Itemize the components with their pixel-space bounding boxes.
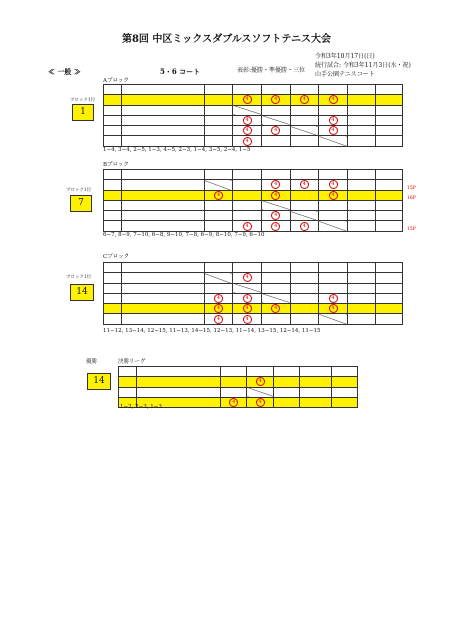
diagonal-cell [261, 115, 290, 125]
table-row [104, 273, 403, 283]
header-cell [331, 367, 357, 377]
row-number [104, 304, 122, 314]
diagonal-cell [204, 180, 233, 190]
header-cell [104, 263, 122, 273]
score-cell [261, 105, 290, 115]
row-number [104, 105, 122, 115]
rank [376, 136, 403, 146]
score-cell [319, 200, 348, 210]
header-cell [319, 170, 348, 180]
rank [376, 211, 403, 221]
row-number [104, 221, 122, 231]
row-number [104, 180, 122, 190]
score-cell [204, 283, 233, 293]
table-row [104, 211, 403, 221]
header-cell [104, 170, 122, 180]
block-b-side-label: ブロック1位 [66, 188, 92, 193]
rank [376, 126, 403, 136]
final-table [118, 366, 358, 408]
block-b-table [103, 169, 403, 232]
rank [376, 190, 403, 200]
win-loss [300, 387, 332, 397]
header-cell [319, 263, 348, 273]
court-label: 5・6 コート [160, 67, 201, 76]
header-cell [233, 170, 262, 180]
pair-name [122, 136, 205, 146]
score-cell: 4 [204, 190, 233, 200]
header-cell [204, 263, 233, 273]
block-c-side-label: ブロック1位 [66, 275, 92, 280]
score-cell: 4 [204, 314, 233, 324]
score-cell: 4 [319, 95, 348, 105]
diagonal-cell [221, 377, 247, 387]
score-cell [290, 105, 319, 115]
header-cell [273, 367, 299, 377]
header-cell [104, 85, 122, 95]
header-cell [319, 85, 348, 95]
header-cell [376, 85, 403, 95]
win-loss [300, 377, 332, 387]
rank [331, 387, 357, 397]
win-loss [347, 200, 376, 210]
pair-name [122, 211, 205, 221]
win-loss [347, 273, 376, 283]
final-winner-box: 14 [87, 373, 111, 390]
table-header-row [104, 85, 403, 95]
score-cell [290, 283, 319, 293]
block-a-table [103, 84, 403, 147]
score-cell [290, 190, 319, 200]
table-header-row [104, 263, 403, 273]
pair-name [122, 95, 205, 105]
score-cell [204, 105, 233, 115]
rank [376, 273, 403, 283]
score-cell: 4 [319, 180, 348, 190]
table-row [104, 293, 403, 303]
row-number [104, 211, 122, 221]
row-number [104, 273, 122, 283]
table-header-row [119, 367, 358, 377]
header-cell [233, 263, 262, 273]
header-cell [204, 170, 233, 180]
score-cell [204, 200, 233, 210]
continued-date: 続行試合: 令和3年11月3日(水・祝) [315, 62, 411, 69]
score-cell: 4 [233, 126, 262, 136]
score-cell: 4 [261, 190, 290, 200]
diagonal-cell [319, 221, 348, 231]
score-cell [261, 136, 290, 146]
score-cell [319, 273, 348, 283]
score-cell [319, 105, 348, 115]
table-row [104, 180, 403, 190]
event-meta [315, 52, 425, 79]
score-cell: 4 [233, 95, 262, 105]
header-cell [122, 170, 205, 180]
score-cell [290, 273, 319, 283]
block-b-title: Bブロック [103, 162, 129, 168]
score-cell: 4 [261, 304, 290, 314]
diagonal-cell [233, 283, 262, 293]
header-cell [347, 85, 376, 95]
diagonal-cell [273, 397, 299, 407]
win-loss [347, 314, 376, 324]
category-right-mark: ≫ [73, 67, 81, 76]
final-title: 決勝リーグ [118, 359, 146, 365]
pair-name [122, 200, 205, 210]
score-cell [204, 211, 233, 221]
diagonal-cell [233, 190, 262, 200]
pair-name [122, 105, 205, 115]
score-cell: 4 [290, 180, 319, 190]
score-cell: 4 [319, 115, 348, 125]
header-cell [261, 263, 290, 273]
block-b-winner-box: 7 [70, 195, 92, 212]
pair-name [122, 190, 205, 200]
score-cell: 4 [261, 211, 290, 221]
header-cell [290, 170, 319, 180]
rank [376, 221, 403, 231]
score-cell [233, 180, 262, 190]
score-cell: 4 [233, 293, 262, 303]
pair-name [136, 377, 220, 387]
block-c-table [103, 262, 403, 325]
table-row [104, 105, 403, 115]
score-cell [233, 200, 262, 210]
table-row [104, 95, 403, 105]
category-heading [48, 67, 81, 77]
block-b-note-3: 15P [407, 227, 416, 232]
score-cell: 4 [261, 180, 290, 190]
table-row [104, 221, 403, 231]
pair-name [122, 221, 205, 231]
score-cell [261, 273, 290, 283]
rank [376, 314, 403, 324]
score-cell: 4 [233, 314, 262, 324]
score-cell: 4 [319, 304, 348, 314]
rank [376, 180, 403, 190]
rank [376, 200, 403, 210]
win-loss [347, 136, 376, 146]
header-cell [221, 367, 247, 377]
table-row [104, 126, 403, 136]
row-number [104, 200, 122, 210]
header-cell [233, 85, 262, 95]
rank [376, 293, 403, 303]
rank [376, 304, 403, 314]
row-number [104, 136, 122, 146]
award-legend: 表彰:優勝・準優勝・三位 [237, 67, 306, 74]
score-cell [261, 314, 290, 324]
page-title: 第8回 中区ミックスダブルスソフトテニス大会 [121, 34, 332, 45]
diagonal-cell [261, 293, 290, 303]
venue: 山手公園テニスコート [315, 71, 375, 78]
score-cell [221, 387, 247, 397]
final-side-label: 優勝 [86, 359, 98, 365]
rank [376, 105, 403, 115]
event-date: 令和3年10月17日(日) [315, 53, 375, 60]
diagonal-cell [261, 200, 290, 210]
row-number [119, 377, 137, 387]
score-cell [273, 387, 299, 397]
header-cell [300, 367, 332, 377]
row-number [104, 115, 122, 125]
win-loss [347, 221, 376, 231]
win-loss [347, 211, 376, 221]
row-number [104, 293, 122, 303]
score-cell: 4 [204, 304, 233, 314]
block-c-title: Cブロック [103, 254, 130, 260]
win-loss [347, 304, 376, 314]
table-row [104, 115, 403, 125]
header-cell [122, 85, 205, 95]
header-cell [204, 85, 233, 95]
score-cell: 4 [204, 293, 233, 303]
pair-name [122, 115, 205, 125]
win-loss [347, 190, 376, 200]
rank [331, 377, 357, 387]
win-loss [347, 95, 376, 105]
table-header-row [104, 170, 403, 180]
header-cell [376, 263, 403, 273]
header-cell [136, 367, 220, 377]
table-row [104, 304, 403, 314]
win-loss [347, 126, 376, 136]
header-cell [376, 170, 403, 180]
score-cell: 4 [319, 293, 348, 303]
score-cell [233, 211, 262, 221]
score-cell: 4 [261, 221, 290, 231]
score-cell [290, 136, 319, 146]
row-number [104, 126, 122, 136]
pair-name [122, 180, 205, 190]
block-a-winner-box: 1 [72, 104, 94, 121]
score-cell: 4 [247, 397, 273, 407]
score-cell [204, 115, 233, 125]
score-cell: 4 [290, 95, 319, 105]
table-row [104, 314, 403, 324]
diagonal-cell [247, 387, 273, 397]
score-cell [204, 221, 233, 231]
diagonal-cell [290, 211, 319, 221]
diagonal-cell [319, 136, 348, 146]
pair-name [122, 283, 205, 293]
table-row [104, 190, 403, 200]
score-cell: 4 [221, 397, 247, 407]
score-cell: 4 [261, 126, 290, 136]
table-row [119, 387, 358, 397]
score-cell: 4 [233, 115, 262, 125]
score-cell: 4 [261, 95, 290, 105]
block-a-title: Aブロック [103, 78, 129, 84]
win-loss [300, 397, 332, 407]
score-cell [290, 200, 319, 210]
row-number [104, 314, 122, 324]
rank [376, 115, 403, 125]
block-c-winner-box: 14 [70, 284, 94, 301]
diagonal-cell [290, 126, 319, 136]
row-number [104, 190, 122, 200]
score-cell: 4 [233, 136, 262, 146]
score-cell [319, 283, 348, 293]
table-row [104, 136, 403, 146]
rank [376, 283, 403, 293]
row-number [104, 283, 122, 293]
score-cell: 4 [233, 273, 262, 283]
win-loss [347, 180, 376, 190]
score-cell [204, 136, 233, 146]
score-cell: 4 [290, 221, 319, 231]
score-cell: 4 [247, 377, 273, 387]
table-row [104, 283, 403, 293]
pair-name [122, 314, 205, 324]
diagonal-cell [290, 304, 319, 314]
score-cell [319, 211, 348, 221]
header-cell [347, 170, 376, 180]
row-number [119, 387, 137, 397]
rank [331, 397, 357, 407]
header-cell [261, 85, 290, 95]
pair-name [136, 387, 220, 397]
header-cell [347, 263, 376, 273]
pair-name [122, 304, 205, 314]
diagonal-cell [204, 95, 233, 105]
score-cell [290, 115, 319, 125]
win-loss [347, 283, 376, 293]
score-cell [261, 283, 290, 293]
header-cell [119, 367, 137, 377]
category-label: 一般 [57, 67, 72, 76]
block-b-order: 6−7, 8−9, 7−10, 6−8, 9−10, 7−8, 6−9, 8−10, 7−9, 6−10 [103, 232, 265, 238]
pair-name [122, 126, 205, 136]
diagonal-cell [233, 105, 262, 115]
row-number [104, 95, 122, 105]
diagonal-cell [319, 314, 348, 324]
score-cell: 4 [233, 221, 262, 231]
block-b-note-1: 15P [407, 186, 416, 191]
block-b-note-2: 16P [407, 196, 416, 201]
score-cell [290, 293, 319, 303]
header-cell [247, 367, 273, 377]
score-cell: 4 [319, 190, 348, 200]
block-c-order: 11−12, 13−14, 12−15, 11−13, 14−15, 12−13, 11−14, 13−15, 12−14, 11−15 [103, 328, 321, 334]
win-loss [347, 293, 376, 303]
win-loss [347, 105, 376, 115]
pair-name [122, 273, 205, 283]
table-row [119, 377, 358, 387]
rank [376, 95, 403, 105]
score-cell [204, 126, 233, 136]
diagonal-cell [204, 273, 233, 283]
win-loss [347, 115, 376, 125]
header-cell [290, 263, 319, 273]
final-order: 1−2, 2−3, 1−3 [120, 404, 162, 410]
table-row [104, 200, 403, 210]
header-cell [122, 263, 205, 273]
score-cell: 4 [233, 304, 262, 314]
score-cell [273, 377, 299, 387]
header-cell [261, 170, 290, 180]
category-left-mark: ≪ [48, 67, 55, 76]
block-a-side-label: ブロック1位 [70, 98, 96, 103]
header-cell [290, 85, 319, 95]
score-cell [290, 314, 319, 324]
block-a-order: 1−4, 3−4, 2−5, 1−3, 4−5, 2−3, 1−4, 3−5, 2−4, 1−5 [103, 147, 251, 153]
pair-name [122, 293, 205, 303]
score-cell: 4 [319, 126, 348, 136]
